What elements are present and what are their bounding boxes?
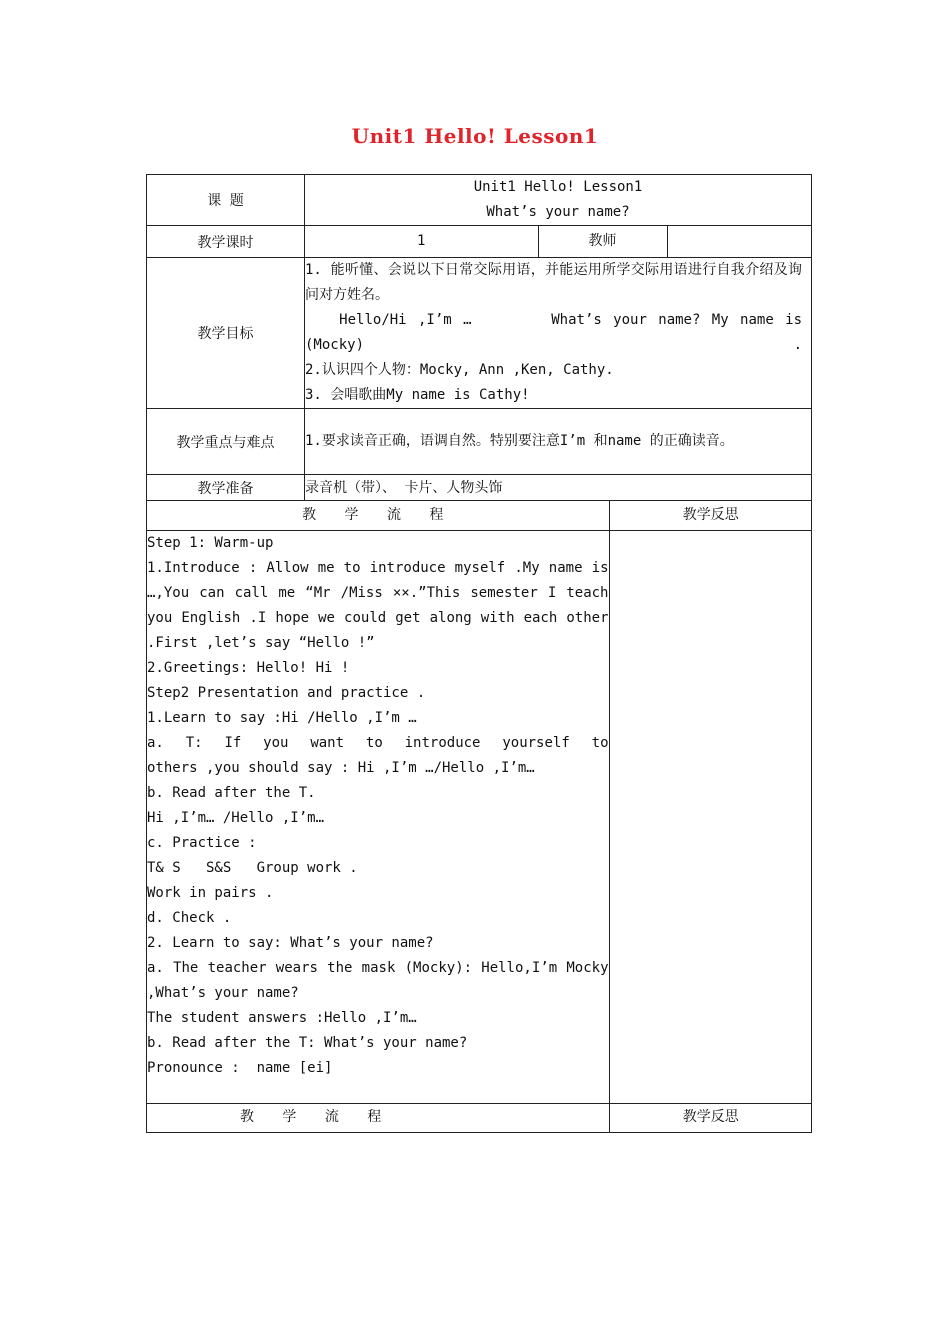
- topic-line-1: Unit1 Hello! Lesson1: [473, 179, 643, 195]
- process-line: 1.Introduce : Allow me to introduce myself .My name is …,You can call me “Mr /Miss ××.”This semester I teach you English .I hope we could get along with each other .First ,let’s say “Hello !”: [147, 559, 617, 651]
- key-points-row: [147, 409, 812, 475]
- process-line: Work in pairs .: [147, 884, 274, 901]
- process-row: [147, 501, 812, 1133]
- objective-line: Hello/Hi ,I’m … What’s your name? My name is (Mocky) .: [305, 312, 811, 353]
- process-line: The student answers :Hello ,I’m…: [147, 1009, 417, 1026]
- process-line: 2. Learn to say: What’s your name?: [147, 934, 434, 951]
- hours-row: [147, 226, 812, 258]
- process-line: Step2 Presentation and practice .: [147, 684, 426, 701]
- process-line: Step 1: Warm-up: [147, 534, 274, 551]
- process-line: T& S S&S Group work .: [147, 859, 358, 876]
- hours-label: 教学课时: [147, 226, 305, 258]
- topic-line-2: What’s your name?: [486, 204, 630, 220]
- objectives-row: [147, 258, 812, 409]
- process-line: b. Read after the T: What’s your name?: [147, 1034, 468, 1051]
- teacher-label: 教师: [538, 226, 667, 257]
- process-line: c. Practice :: [147, 834, 257, 851]
- process-line: a. T: If you want to introduce yourself to others ,you should say : Hi ,I’m …/Hello ,I’m…: [147, 734, 617, 776]
- preparation-value: 录音机（带）、 卡片、人物头饰: [305, 475, 812, 501]
- objectives-label: 教学目标: [147, 258, 305, 409]
- objective-line: 2.认识四个人物：Mocky, Ann ,Ken, Cathy.: [305, 362, 614, 378]
- process-content: [147, 530, 617, 1103]
- key-points-content: [305, 409, 812, 475]
- footer-header-flow: 教 学 流 程: [240, 1109, 392, 1126]
- process-header-reflection: 教学反思: [609, 501, 812, 530]
- footer-header-reflection: 教学反思: [682, 1109, 739, 1126]
- objective-line: 3. 会唱歌曲My name is Cathy!: [305, 387, 530, 403]
- process-header-row: [147, 501, 812, 530]
- key-points-text: 1.要求读音正确，语调自然。特别要注意I’m 和name 的正确读音。: [305, 433, 734, 449]
- preparation-row: [147, 475, 812, 501]
- process-line: d. Check .: [147, 909, 232, 926]
- document-title: Unit1 Hello! Lesson1: [351, 124, 599, 148]
- teacher-value: [667, 226, 812, 257]
- process-line: Hi ,I’m… /Hello ,I’m…: [147, 809, 325, 826]
- lesson-plan-table: [146, 174, 812, 1133]
- preparation-label: 教学准备: [147, 475, 305, 501]
- process-line: 2.Greetings: Hello! Hi !: [147, 659, 350, 676]
- process-line: Pronounce : name [ei]: [147, 1059, 333, 1076]
- objectives-content: [305, 258, 812, 409]
- process-line: a. The teacher wears the mask (Mocky): Hello,I’m Mocky ,What’s your name?: [147, 959, 617, 1001]
- process-header-flow: 教 学 流 程: [302, 506, 454, 523]
- topic-label: 课 题: [147, 175, 305, 226]
- reflection-content: [609, 530, 812, 1103]
- hours-value: 1: [305, 226, 538, 257]
- process-body-row: [147, 530, 812, 1103]
- topic-value: [305, 175, 812, 226]
- process-subtable: [147, 501, 812, 1132]
- process-line: 1.Learn to say :Hi /Hello ,I’m …: [147, 709, 417, 726]
- hours-subtable: [305, 226, 812, 257]
- process-line: b. Read after the T.: [147, 784, 316, 801]
- key-points-label: 教学重点与难点: [147, 409, 305, 475]
- footer-header-row: [147, 1103, 812, 1132]
- topic-row: [147, 175, 812, 226]
- objective-line: 1. 能听懂、会说以下日常交际用语，并能运用所学交际用语进行自我介绍及询问对方姓名。: [305, 262, 802, 303]
